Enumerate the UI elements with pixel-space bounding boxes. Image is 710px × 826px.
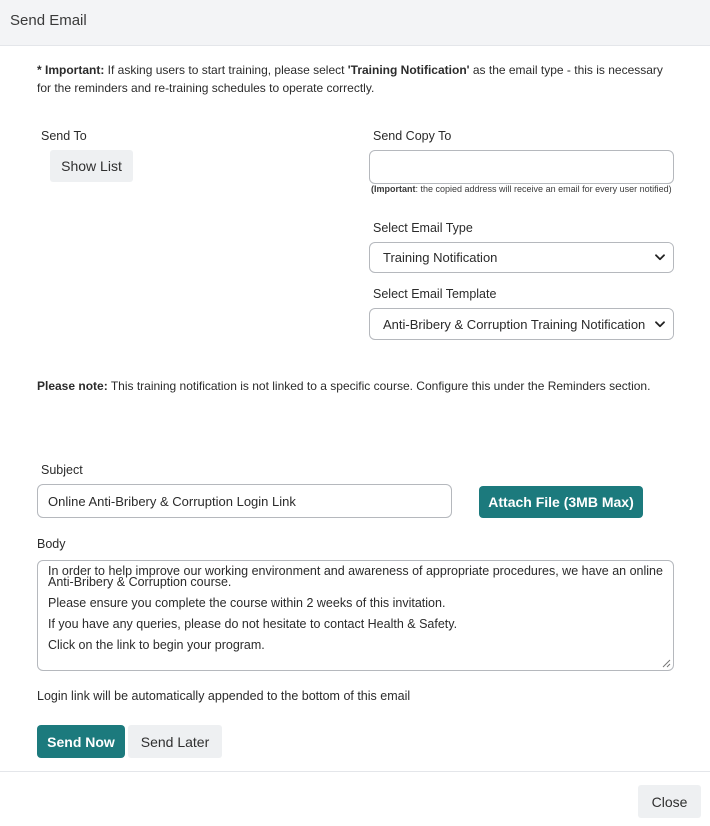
please-note-text: This training notification is not linked to a specific course. Configure this under the Reminders section. bbox=[107, 379, 651, 393]
body-line: In order to help improve our working environment and awareness of appropriate procedures, we have an online Anti-Bribery & Corruption course. bbox=[48, 564, 663, 589]
important-text-before: If asking users to start training, please select bbox=[104, 63, 348, 77]
attach-file-button[interactable]: Attach File (3MB Max) bbox=[479, 486, 643, 518]
close-button[interactable]: Close bbox=[638, 785, 701, 818]
email-type-select[interactable] bbox=[369, 242, 674, 273]
important-text-after: as the email type - this is necessary for the reminders and re-training schedules to operate correctly. bbox=[37, 63, 663, 95]
chevron-down-icon bbox=[647, 309, 673, 339]
resize-grip-icon[interactable] bbox=[662, 659, 671, 668]
email-template-select[interactable] bbox=[369, 308, 674, 340]
send-copy-note-bold: (Important bbox=[371, 184, 416, 194]
modal-header bbox=[0, 0, 710, 46]
email-type-label: Select Email Type bbox=[373, 221, 473, 235]
email-type-selected: Training Notification bbox=[383, 250, 498, 265]
email-template-selected: Anti-Bribery & Corruption Training Notification bbox=[383, 316, 646, 332]
body-line: Please ensure you complete the course within 2 weeks of this invitation. bbox=[48, 596, 446, 610]
send-copy-label: Send Copy To bbox=[373, 129, 452, 143]
send-copy-note bbox=[371, 185, 676, 195]
please-note bbox=[37, 376, 667, 396]
please-note-bold: Please note: bbox=[37, 379, 108, 393]
important-prefix: * Important: bbox=[37, 63, 105, 77]
send-copy-input[interactable] bbox=[369, 150, 674, 184]
subject-input[interactable] bbox=[37, 484, 452, 518]
email-template-label: Select Email Template bbox=[373, 287, 497, 301]
body-textarea[interactable] bbox=[37, 560, 674, 671]
body-label: Body bbox=[37, 537, 66, 551]
important-note bbox=[37, 61, 667, 97]
body-line: If you have any queries, please do not hesitate to contact Health & Safety. bbox=[48, 617, 458, 631]
send-to-label: Send To bbox=[41, 129, 87, 143]
subject-label: Subject bbox=[41, 463, 83, 477]
chevron-down-icon bbox=[647, 243, 673, 272]
send-copy-note-text: : the copied address will receive an email for every user notified) bbox=[415, 184, 672, 194]
important-highlight: 'Training Notification' bbox=[347, 63, 470, 77]
send-now-button[interactable]: Send Now bbox=[37, 725, 125, 758]
modal-title: Send Email bbox=[10, 12, 87, 29]
modal-footer bbox=[0, 771, 710, 826]
show-list-button[interactable]: Show List bbox=[50, 150, 133, 182]
send-later-button[interactable]: Send Later bbox=[128, 725, 222, 758]
append-note: Login link will be automatically appended to the bottom of this email bbox=[37, 689, 411, 703]
body-line: Click on the link to begin your program. bbox=[48, 638, 265, 652]
